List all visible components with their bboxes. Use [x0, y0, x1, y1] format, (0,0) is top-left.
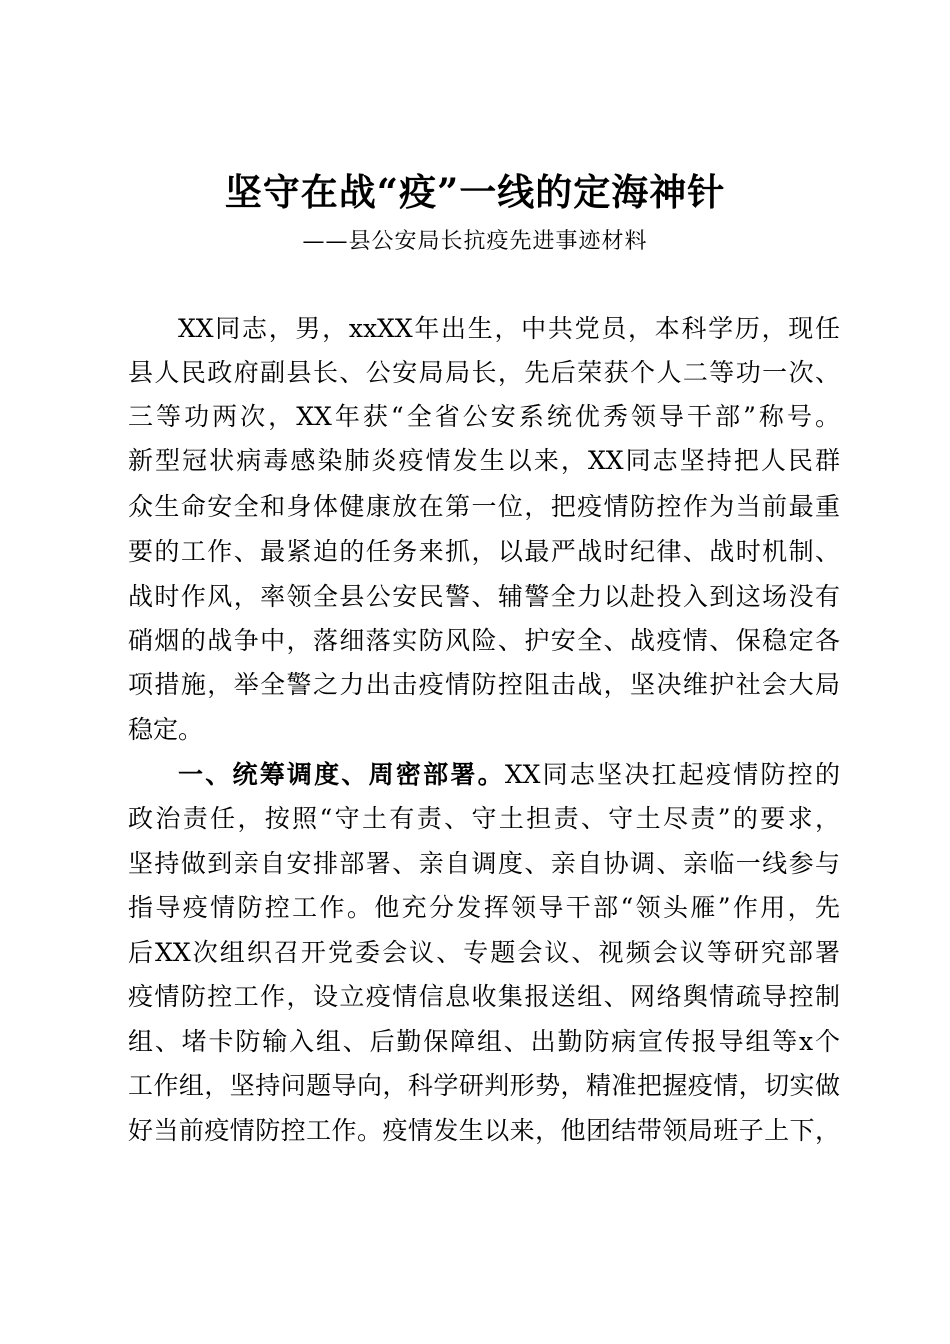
paragraph-1-line: 战时作风，率领全县公安民警、辅警全力以赴投入到这场没有: [128, 582, 840, 611]
paragraph-2-line: 指导疫情防控工作。他充分发挥领导干部“领头雁”作用，先: [128, 893, 840, 922]
paragraph-2-line: 工作组，坚持问题导向，科学研判形势，精准把握疫情，切实做: [128, 1071, 840, 1100]
paragraph-2-first-line: [178, 755, 840, 795]
paragraph-2-first-line-text: XX同志坚决扛起疫情防控的: [504, 760, 840, 789]
paragraph-2-line: 好当前疫情防控工作。疫情发生以来，他团结带领局班子上下，: [128, 1116, 840, 1145]
paragraph-1-line: 项措施，举全警之力出击疫情防控阻击战，坚决维护社会大局: [128, 670, 840, 699]
paragraph-1-line: 新型冠状病毒感染肺炎疫情发生以来，XX同志坚持把人民群: [128, 446, 840, 475]
paragraph-1-line: 硝烟的战争中，落细落实防风险、护安全、战疫情、保稳定各: [128, 626, 840, 655]
paragraph-2-line: 坚持做到亲自安排部署、亲自调度、亲自协调、亲临一线参与: [128, 849, 840, 878]
paragraph-1-line: 要的工作、最紧迫的任务来抓，以最严战时纪律、战时机制、: [128, 537, 840, 566]
section-heading: 一、统筹调度、周密部署。: [178, 760, 505, 789]
paragraph-2-line: 后XX次组织召开党委会议、专题会议、视频会议等研究部署: [128, 938, 840, 967]
paragraph-2-line: 疫情防控工作，设立疫情信息收集报送组、网络舆情疏导控制: [128, 982, 840, 1011]
paragraph-2-line: 政治责任，按照“守土有责、守土担责、守土尽责”的要求，: [128, 804, 840, 833]
paragraph-1-line: 稳定。: [128, 715, 204, 744]
paragraph-1-line: XX同志，男，xxXX年出生，中共党员，本科学历，现任: [178, 314, 840, 343]
paragraph-1-line: 县人民政府副县长、公安局局长，先后荣获个人二等功一次、: [128, 358, 840, 387]
paragraph-1-line: 三等功两次，XX年获“全省公安系统优秀领导干部”称号。: [128, 402, 840, 431]
paragraph-1-line: 众生命安全和身体健康放在第一位，把疫情防控作为当前最重: [128, 492, 840, 521]
document-subtitle: ——县公安局长抗疫先进事迹材料: [302, 229, 648, 254]
document-title: 坚守在战“疫”一线的定海神针: [224, 170, 726, 214]
paragraph-2-line: 组、堵卡防输入组、后勤保障组、出勤防病宣传报导组等x个: [128, 1027, 840, 1056]
